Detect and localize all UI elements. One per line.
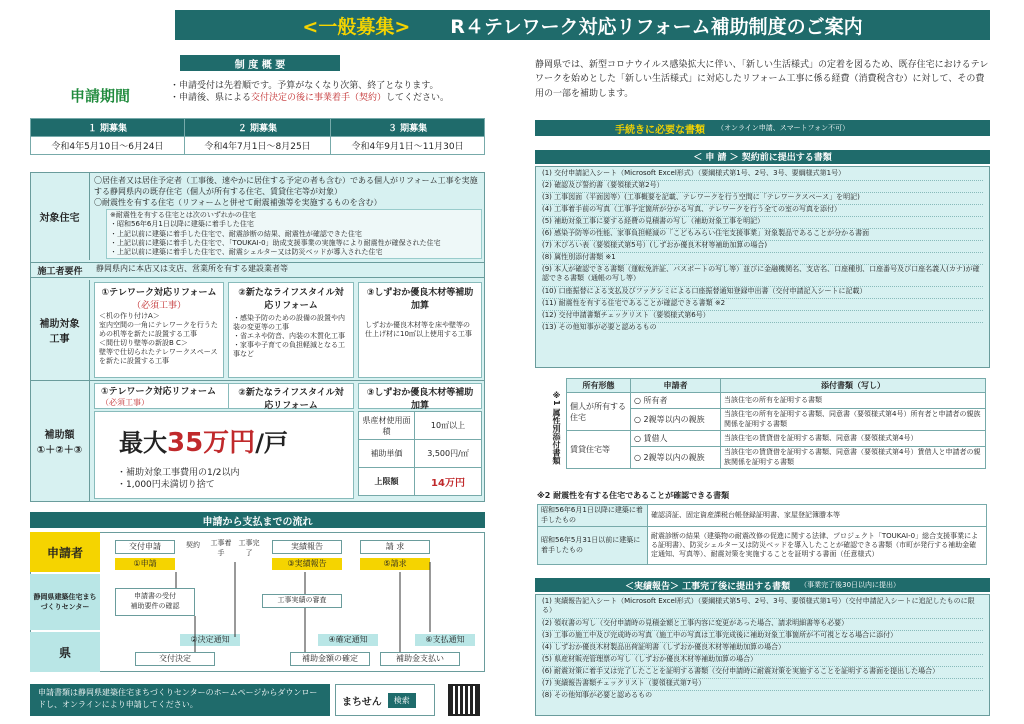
flow-step-4: 実績報告	[272, 540, 342, 554]
attr-who-1-0-text: 賃借人	[643, 434, 668, 443]
attr-side: ※1 属性別添付書類	[540, 378, 562, 478]
col1-line-3: 壁等で仕切られたテレワークスペースを新たに設置する工事	[99, 348, 218, 366]
amount-note-0: ・補助対象工事費用の1/2以内	[117, 468, 240, 478]
amount-note-1: ・1,000円未満切り捨て	[117, 480, 215, 491]
amount-prefix: 最大	[119, 429, 167, 457]
page-title: R４テレワーク対応リフォーム補助制度のご案内	[450, 15, 863, 38]
flow-pref-payment: 補助金支払い	[380, 652, 460, 666]
period-note-2: ・申請後、県による交付決定の後に事業着手（契約）してください。	[170, 93, 450, 104]
attr-who-0-0-text: 所有者	[643, 396, 668, 405]
flow-center-review: 工事実績の審査	[262, 594, 342, 608]
attr-who-1-1: ○ 2親等以内の親族	[631, 447, 721, 469]
col1-req: （必須工事）	[131, 301, 186, 311]
col2-line-0: ・感染予防のための設備の設置や内装の変更等の工事	[233, 314, 345, 332]
intro-text: 静岡県では、新型コロナウイルス感染拡大に伴い、「新しい生活様式」の定着を図るため、既存住宅におけるテレワークを始めとした「新しい生活様式」に対応したリフォーム工事に係る経費（消費税含む）に対して、その費用の一部を補助します。	[535, 60, 989, 99]
title-prefix: <一般募集>	[302, 15, 411, 38]
work-col-2	[228, 282, 354, 378]
quake-v-0: 確認済証、固定資産課税台帳登録証明書、家屋登記簿謄本等	[648, 505, 987, 527]
report-item-7: (8) その他知事が必要と認めるもの	[542, 691, 653, 699]
flow-tag-decision: ②決定通知	[180, 634, 240, 646]
attr-head-0: 所有形態	[567, 379, 631, 393]
report-item-2: (3) 工事の施工中及び完成時の写真（施工中の写真は工事完成後に補助対象工事箇所が不可視となる場合に添付）	[542, 631, 983, 643]
report-item-3: (4) しずおか優良木材製品出荷証明書（しずおか優良木材等補助加算の場合）	[542, 643, 983, 655]
target-sub-2: ・上記以前に建築に着手した住宅で、耐震診断の結果、耐震性が確認できた住宅	[110, 229, 362, 238]
wood-v-2: 14万円	[415, 468, 482, 496]
search-box[interactable]	[335, 684, 435, 716]
apply-head: ＜ 申 請 ＞ 契約前に提出する書類	[535, 150, 990, 164]
target-sub-4: ・上記以前に建築に着手した住宅で、耐震シェルター又は防災ベッドが導入された住宅	[110, 247, 383, 256]
amount-value: 35万円	[167, 428, 256, 458]
flow-step-0: 交付申請	[115, 540, 175, 554]
flow-row-pref: 県	[30, 632, 100, 672]
col3-head: ③しずおか優良木材等補助加算	[366, 288, 474, 311]
amount-unit: /戸	[255, 429, 288, 457]
apply-item-0: (1) 交付申請記入シート（Microsoft Excel形式）（要綱様式第1号、2号、3号、要綱様式第1号）	[542, 169, 983, 181]
attr-doc-0-0: 当該住宅の所有を証明する書類	[721, 393, 986, 409]
apply-item-9: (10) 口座振替による支払及びファクシミによる口座振替通知登録申出書（交付申請記入シートに記載）	[542, 287, 983, 299]
round-2-name: ２ 期募集	[184, 119, 330, 137]
attr-who-1-0: ○ 賃借人	[631, 431, 721, 447]
round-1-name: １ 期募集	[31, 119, 185, 137]
apply-item-12: (13) その他知事が必要と認めるもの	[542, 323, 657, 331]
amount-box	[94, 411, 354, 499]
quake-head: ※2 耐震性を有する住宅であることが確認できる書類	[537, 491, 730, 500]
wood-k-2: 上限額	[359, 468, 415, 496]
apply-item-6: (7) 木びろい表（要領様式第5号）(しずおか優良木材等補助加算の場合)	[542, 241, 983, 253]
flow-center-check: 申請書の受付 補助要件の確認	[115, 588, 195, 616]
flow-step-2: 工事着手	[210, 539, 232, 557]
amount-col3-head: ③しずおか優良木材等補助加算	[358, 383, 482, 409]
overview-tag: 制 度 概 要	[180, 55, 340, 71]
apply-item-5: (6) 感染予防等の性能、家事負担軽減の「こどもみらい住宅支援事業」対象製品であることが分かる書面	[542, 229, 983, 241]
target-sub-box	[106, 209, 482, 258]
round-2-dates: 令和4年7月1日～8月25日	[184, 137, 330, 155]
flow-tag: 申請から支払までの流れ	[30, 512, 485, 528]
docs-tag: 手続きに必要な書類	[615, 124, 705, 136]
amount-label: 補助額 ①＋②＋③	[30, 380, 90, 502]
search-word: まちせん	[342, 696, 382, 708]
target-sub-0: ※耐震性を有する住宅とは次のいずれかの住宅	[110, 211, 256, 220]
attr-doc-1-1: 当該住宅の賃貸借を証明する書類、同意書（要領様式第4号）賃借人と申請者の親族関係を証明する書類	[721, 447, 986, 469]
builder-label: 施工者要件	[37, 266, 83, 277]
attr-table	[566, 378, 986, 469]
col1-line-1: 室内空間の一角にテレワークを行うための机等を新たに設置する工事	[99, 321, 218, 339]
col2-head: ②新たなライフスタイル対応リフォーム	[238, 288, 344, 311]
attr-doc-1-0: 当該住宅の賃貸借を証明する書類、同意書（要領様式第4号）	[721, 431, 986, 447]
target-sub-1: ・昭和56年6月1日以降に建築に着手した住宅	[110, 220, 254, 229]
target-line-1: 〇居住者又は居住予定者（工事後、速やかに居住する予定の者も含む）である個人がリフォーム工事を実施する静岡県内の既存住宅（個人が所有する住宅、賃貸住宅等が対象）	[94, 176, 478, 196]
col1-line-2: ＜間仕切り壁等の新設B C＞	[99, 339, 188, 348]
quake-v-1: 耐震診断の結果（建築物の耐震改修の促進に関する法律、プロジェクト「TOUKAI-0」総合支援事業による証明書）、防災シェルター又は防災ベッドを導入したことが確認できる書類（市町が発行する補助金確定通知、写真等）、耐震対策を実施することを証明する書面（任意様式）	[648, 527, 987, 565]
flow-row-applicant: 申請者	[30, 532, 100, 572]
flow-pref-decision: 交付決定	[135, 652, 215, 666]
period-note-1: ・申請受付は先着順です。予算がなくなり次第、終了となります。	[170, 81, 439, 91]
attr-who-0-1: ○ 2親等以内の親族	[631, 409, 721, 431]
wood-k-0: 県産材使用面積	[359, 412, 415, 440]
builder-text: 静岡県内に本店又は支店、営業所を有する建設業者等	[96, 264, 288, 273]
attr-doc-0-1: 当該住宅の所有を証明する書類、同意書（要領様式第4号）所有者と申請者の親族関係を証明する書類	[721, 409, 986, 431]
report-list	[535, 594, 990, 716]
col1-body	[95, 311, 223, 368]
amount-big	[119, 422, 353, 459]
report-item-5: (6) 耐震対策に着手又は完了したことを証明する書類（交付申請時に耐震対策を実施することを証明する書面を提出した場合）	[542, 667, 983, 679]
report-note: （事業完了後30日以内に提出）	[800, 581, 901, 589]
flow-step-5: 請 求	[360, 540, 430, 554]
quake-k-0: 昭和56年6月1日以降に建築に着手したもの	[538, 505, 648, 527]
work-col-3	[358, 282, 482, 378]
flow-tag-apply: ①申請	[115, 558, 175, 570]
attr-head-1: 申請者	[631, 379, 721, 393]
flow-tag-payment: ⑥支払通知	[415, 634, 475, 646]
flow-step-1: 契約	[186, 541, 200, 549]
amount-notes	[117, 467, 353, 491]
apply-item-11: (12) 交付申請書類チェックリスト（要領様式第6号）	[542, 311, 983, 323]
col3-body: しずおか優良木材等を床や壁等の仕上げ材に10㎡以上使用する工事	[365, 321, 472, 339]
target-content	[94, 176, 482, 259]
flow-pref-amount: 補助金額の確定	[290, 652, 370, 666]
footer-note: 申請書類は静岡県建築住宅まちづくりセンターのホームページからダウンロードし、オンラインにより申請してください。	[30, 684, 330, 716]
period-label: 申請期間	[69, 86, 130, 105]
attr-who-0-1-text: 2親等以内の親族	[643, 415, 705, 424]
apply-item-8: (9) 本人が確認できる書類（運転免許証、パスポートの写し等）並びに金融機関名、支店名、口座種別、口座番号及び口座名義人(カナ)が確認できる書類（通帳の写し等）	[542, 265, 983, 287]
flow-tag-claim: ⑤請求	[360, 558, 430, 570]
amount-col2-head: ②新たなライフスタイル対応リフォーム	[228, 383, 354, 409]
wood-table	[358, 411, 482, 496]
flow-tag-confirm: ④確定通知	[318, 634, 378, 646]
docs-header	[535, 120, 990, 136]
work-col-1	[94, 282, 224, 378]
round-3-dates: 令和4年9月1日～11月30日	[331, 137, 485, 155]
apply-item-10: (11) 耐震性を有する住宅であることが確認できる書類 ※2	[542, 299, 983, 311]
amount-divider	[30, 380, 485, 381]
apply-item-7: (8) 属性別添付書類 ※1	[542, 253, 983, 265]
work-label: 補助対象工事	[30, 280, 90, 380]
col2-line-2: ・家事や子育ての負担軽減となる工事など	[233, 341, 345, 359]
flow-row-center: 静岡県建築住宅まちづくりセンター	[30, 574, 100, 630]
col1-head: ①テレワーク対応リフォーム	[101, 288, 217, 298]
attr-who-0-0: ○ 所有者	[631, 393, 721, 409]
round-3-name: ３ 期募集	[331, 119, 485, 137]
search-button[interactable]: 検索	[388, 693, 416, 708]
report-item-4: (5) 県産材販売管理票の写し（しずおか優良木材等補助加算の場合）	[542, 655, 983, 667]
report-item-0: (1) 実績報告記入シート（Microsoft Excel形式）（要綱様式第5号、2号、3号、要領様式第1号）（交付申請記入シートに追記したものに限る）	[542, 597, 983, 619]
apply-item-3: (4) 工事着手前の写真（工事予定箇所が分かる写真、テレワークを行う全ての室の写真を添付）	[542, 205, 983, 217]
apply-item-1: (2) 確認及び誓約書（要領様式第2号）	[542, 181, 983, 193]
flow-step-3: 工事完了	[238, 539, 260, 557]
attr-type-1: 賃貸住宅等	[567, 431, 631, 469]
report-header	[535, 578, 990, 592]
col1-line-0: ＜机の作り付けA＞	[99, 312, 160, 320]
wood-v-1: 3,500円/㎡	[415, 440, 482, 468]
round-1-dates: 令和4年5月10日～6月24日	[31, 137, 185, 155]
target-label: 対象住宅	[30, 172, 90, 260]
col2-line-1: ・省エネや防音、内装の木質化工事	[233, 332, 345, 341]
quake-k-1: 昭和56年5月31日以前に建築に着手したもの	[538, 527, 648, 565]
target-line-2: 〇耐震性を有する住宅（リフォームと併せて耐震補強等を実施するものを含む）	[94, 197, 382, 207]
report-item-6: (7) 実績報告書類チェックリスト（要領様式第7号）	[542, 679, 983, 691]
target-sub-3: ・上記以前に建築に着手した住宅で、「TOUKAI-0」助成支援事業の実施等により耐震性が確保された住宅	[110, 238, 441, 247]
wood-v-0: 10㎡以上	[415, 412, 482, 440]
title-banner	[175, 10, 990, 40]
rounds-table	[30, 118, 485, 155]
amount-col1-req: （必須工事）	[101, 398, 149, 407]
apply-item-2: (3) 工事図面（平面図等）(工事概要を記載、テレワークを行う空間に「テレワークスペース」を明記)	[542, 193, 983, 205]
attr-type-0: 個人が所有する住宅	[567, 393, 631, 431]
period-highlight-text: 交付決定の後に事業着手（契約）	[251, 93, 387, 104]
col2-body	[229, 311, 353, 362]
qr-code-icon[interactable]	[448, 684, 480, 716]
attr-head-2: 添付書類（写し）	[721, 379, 986, 393]
amount-col1-head: ①テレワーク対応リフォーム	[101, 387, 216, 397]
attr-who-1-1-text: 2親等以内の親族	[643, 453, 705, 462]
report-head: ＜実績報告＞ 工事完了後に提出する書類	[624, 581, 791, 592]
apply-item-4: (5) 補助対象工事に要する経費の見積書の写し（補助対象工事を明記）	[542, 217, 983, 229]
flow-tag-report: ③実績報告	[272, 558, 342, 570]
flow-arrows	[100, 532, 485, 672]
report-item-1: (2) 領収書の写し（交付申請時の見積金額と工事内容に変更があった場合、請求明細書等も必要）	[542, 619, 983, 631]
wood-k-1: 補助単価	[359, 440, 415, 468]
docs-note: （オンライン申請、スマートフォン不可）	[717, 124, 850, 132]
apply-list	[535, 166, 990, 368]
quake-table	[537, 504, 987, 565]
period-notes	[170, 80, 490, 104]
